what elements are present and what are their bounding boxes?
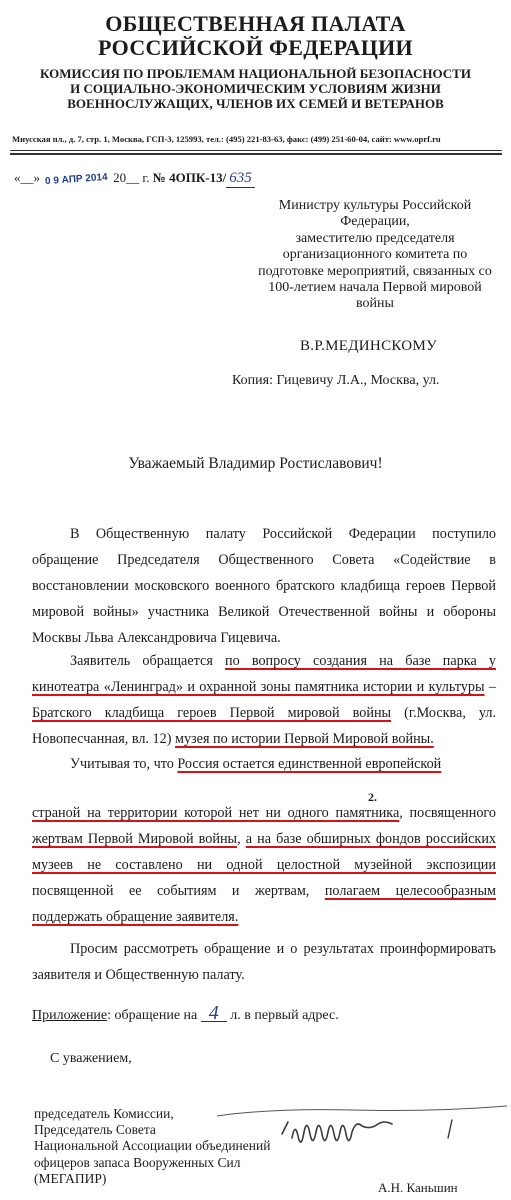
page-number: 2.	[368, 790, 377, 804]
registration-number-prefix: № 4ОПК-13/	[152, 170, 227, 185]
addressee-line: войны	[356, 296, 394, 312]
body-paragraph-1: В Общественную палату Российской Федерации поступило обращение Председателя Общественного Совета «Содействие в восстановлении московского военного братского кладбища героев Первой мировой войны» участника Великой Отечественной войны и обороны Москвы Льва Александровича Гицевича.	[32, 526, 496, 646]
commission-line: ВОЕННОСЛУЖАЩИХ, ЧЛЕНОВ ИХ СЕМЕЙ И ВЕТЕРАНОВ	[67, 96, 444, 111]
signer-title-line: председатель Комиссии,	[34, 1106, 174, 1121]
org-name-line1: ОБЩЕСТВЕННАЯ ПАЛАТА	[105, 11, 406, 36]
underlined-text: жертвам Первой Мировой войны	[32, 831, 238, 847]
org-name-line2: РОССИЙСКОЙ ФЕДЕРАЦИИ	[98, 35, 413, 60]
addressee-line: Министру культуры Российской	[278, 198, 472, 213]
signer-title-line: (МЕГАПИР)	[34, 1170, 107, 1186]
attachment-line	[32, 1002, 339, 1024]
text-run: (г.Москва, ул. Новопесчанная, вл. 12)	[32, 705, 497, 747]
greeting: Уважаемый Владимир Ростиславович!	[128, 455, 383, 472]
addressee-line: организационного комитета по	[282, 247, 468, 263]
copy-recipient: Копия: Гицевичу Л.А., Москва, ул.	[232, 373, 440, 388]
date-stamp: 0 9 АПР 2014	[44, 171, 109, 188]
commission-line: КОМИССИЯ ПО ПРОБЛЕМАМ НАЦИОНАЛЬНОЙ БЕЗОПАСНОСТИ	[40, 66, 471, 81]
addressee-line: подготовке мероприятий, связанных со	[258, 263, 492, 279]
addressee-line: Федерации,	[340, 214, 410, 230]
commission-name	[0, 66, 511, 111]
date-registration-line	[14, 170, 255, 188]
closing-regards: С уважением,	[50, 1051, 132, 1066]
header-divider-thick	[10, 153, 502, 155]
signer-name: А.Н. Каньшин	[378, 1180, 458, 1195]
addressee-name: В.Р.МЕДИНСКОМУ	[300, 338, 437, 354]
text-run: –	[484, 679, 496, 695]
underlined-text: по вопросу создания на базе парка у кинотеатра «Ленинград» и охранной зоны памятника истории и культуры	[32, 653, 497, 695]
underlined-text: Братского кладбища героев Первой мировой войны	[32, 705, 392, 721]
attachment-label: Приложение	[32, 1008, 108, 1023]
signer-title-line: Национальной Ассоциации объединений	[34, 1138, 271, 1154]
handwritten-signature	[212, 1098, 511, 1158]
commission-line: И СОЦИАЛЬНО-ЭКОНОМИЧЕСКИМ УСЛОВИЯМ ЖИЗНИ	[70, 81, 441, 96]
text-run: посвященной ее событиям и жертвам,	[32, 883, 325, 899]
body-paragraph-3	[32, 751, 496, 777]
text-run: Учитывая то, что	[70, 756, 178, 772]
body-paragraph-5: Просим рассмотреть обращение и о результатах проинформировать заявителя и Общественную палату.	[32, 941, 496, 983]
body-paragraph-2	[32, 648, 496, 752]
signer-title-line: офицеров запаса Вооруженных Сил	[34, 1154, 241, 1170]
underlined-text: музея по истории Первой Мировой войны.	[174, 731, 434, 747]
text-run: Заявитель обращается	[70, 653, 226, 669]
underlined-text: страной на территории которой нет ни одного памятника	[32, 805, 400, 821]
header-divider	[10, 150, 502, 151]
addressee-line: заместителю председателя	[295, 230, 455, 246]
text-run: : обращение на	[107, 1008, 201, 1023]
underlined-text: а на базе обширных фондов российских музеев не составлено ни одной целостной музейной экспозиции	[32, 831, 497, 873]
underlined-text: Россия остается единственной европейской	[177, 756, 442, 772]
date-year: 20__ г.	[113, 170, 150, 185]
contact-line: Миусская пл., д. 7, стр. 1, Москва, ГСП-3, 125993, тел.: (495) 221-83-63, факс: (499) 251-60-04, сайт: www.oprf.ru	[12, 134, 441, 144]
body-paragraph-4	[32, 800, 496, 930]
text-run: , посвященного	[399, 805, 496, 821]
date-day: «__»	[14, 170, 40, 185]
attachment-sheets-handwritten: 4	[201, 1005, 227, 1022]
addressee-line: 100-летием начала Первой мировой	[268, 280, 482, 296]
signer-title-line: Председатель Совета	[34, 1122, 156, 1138]
registration-number-handwritten: 635	[226, 170, 255, 188]
text-run: ,	[237, 831, 246, 847]
addressee-block	[250, 198, 500, 313]
letterhead-title	[0, 12, 511, 60]
underlined-text: полагаем целесообразным поддержать обращение заявителя.	[32, 883, 496, 925]
text-run: л. в первый адрес.	[226, 1008, 339, 1023]
